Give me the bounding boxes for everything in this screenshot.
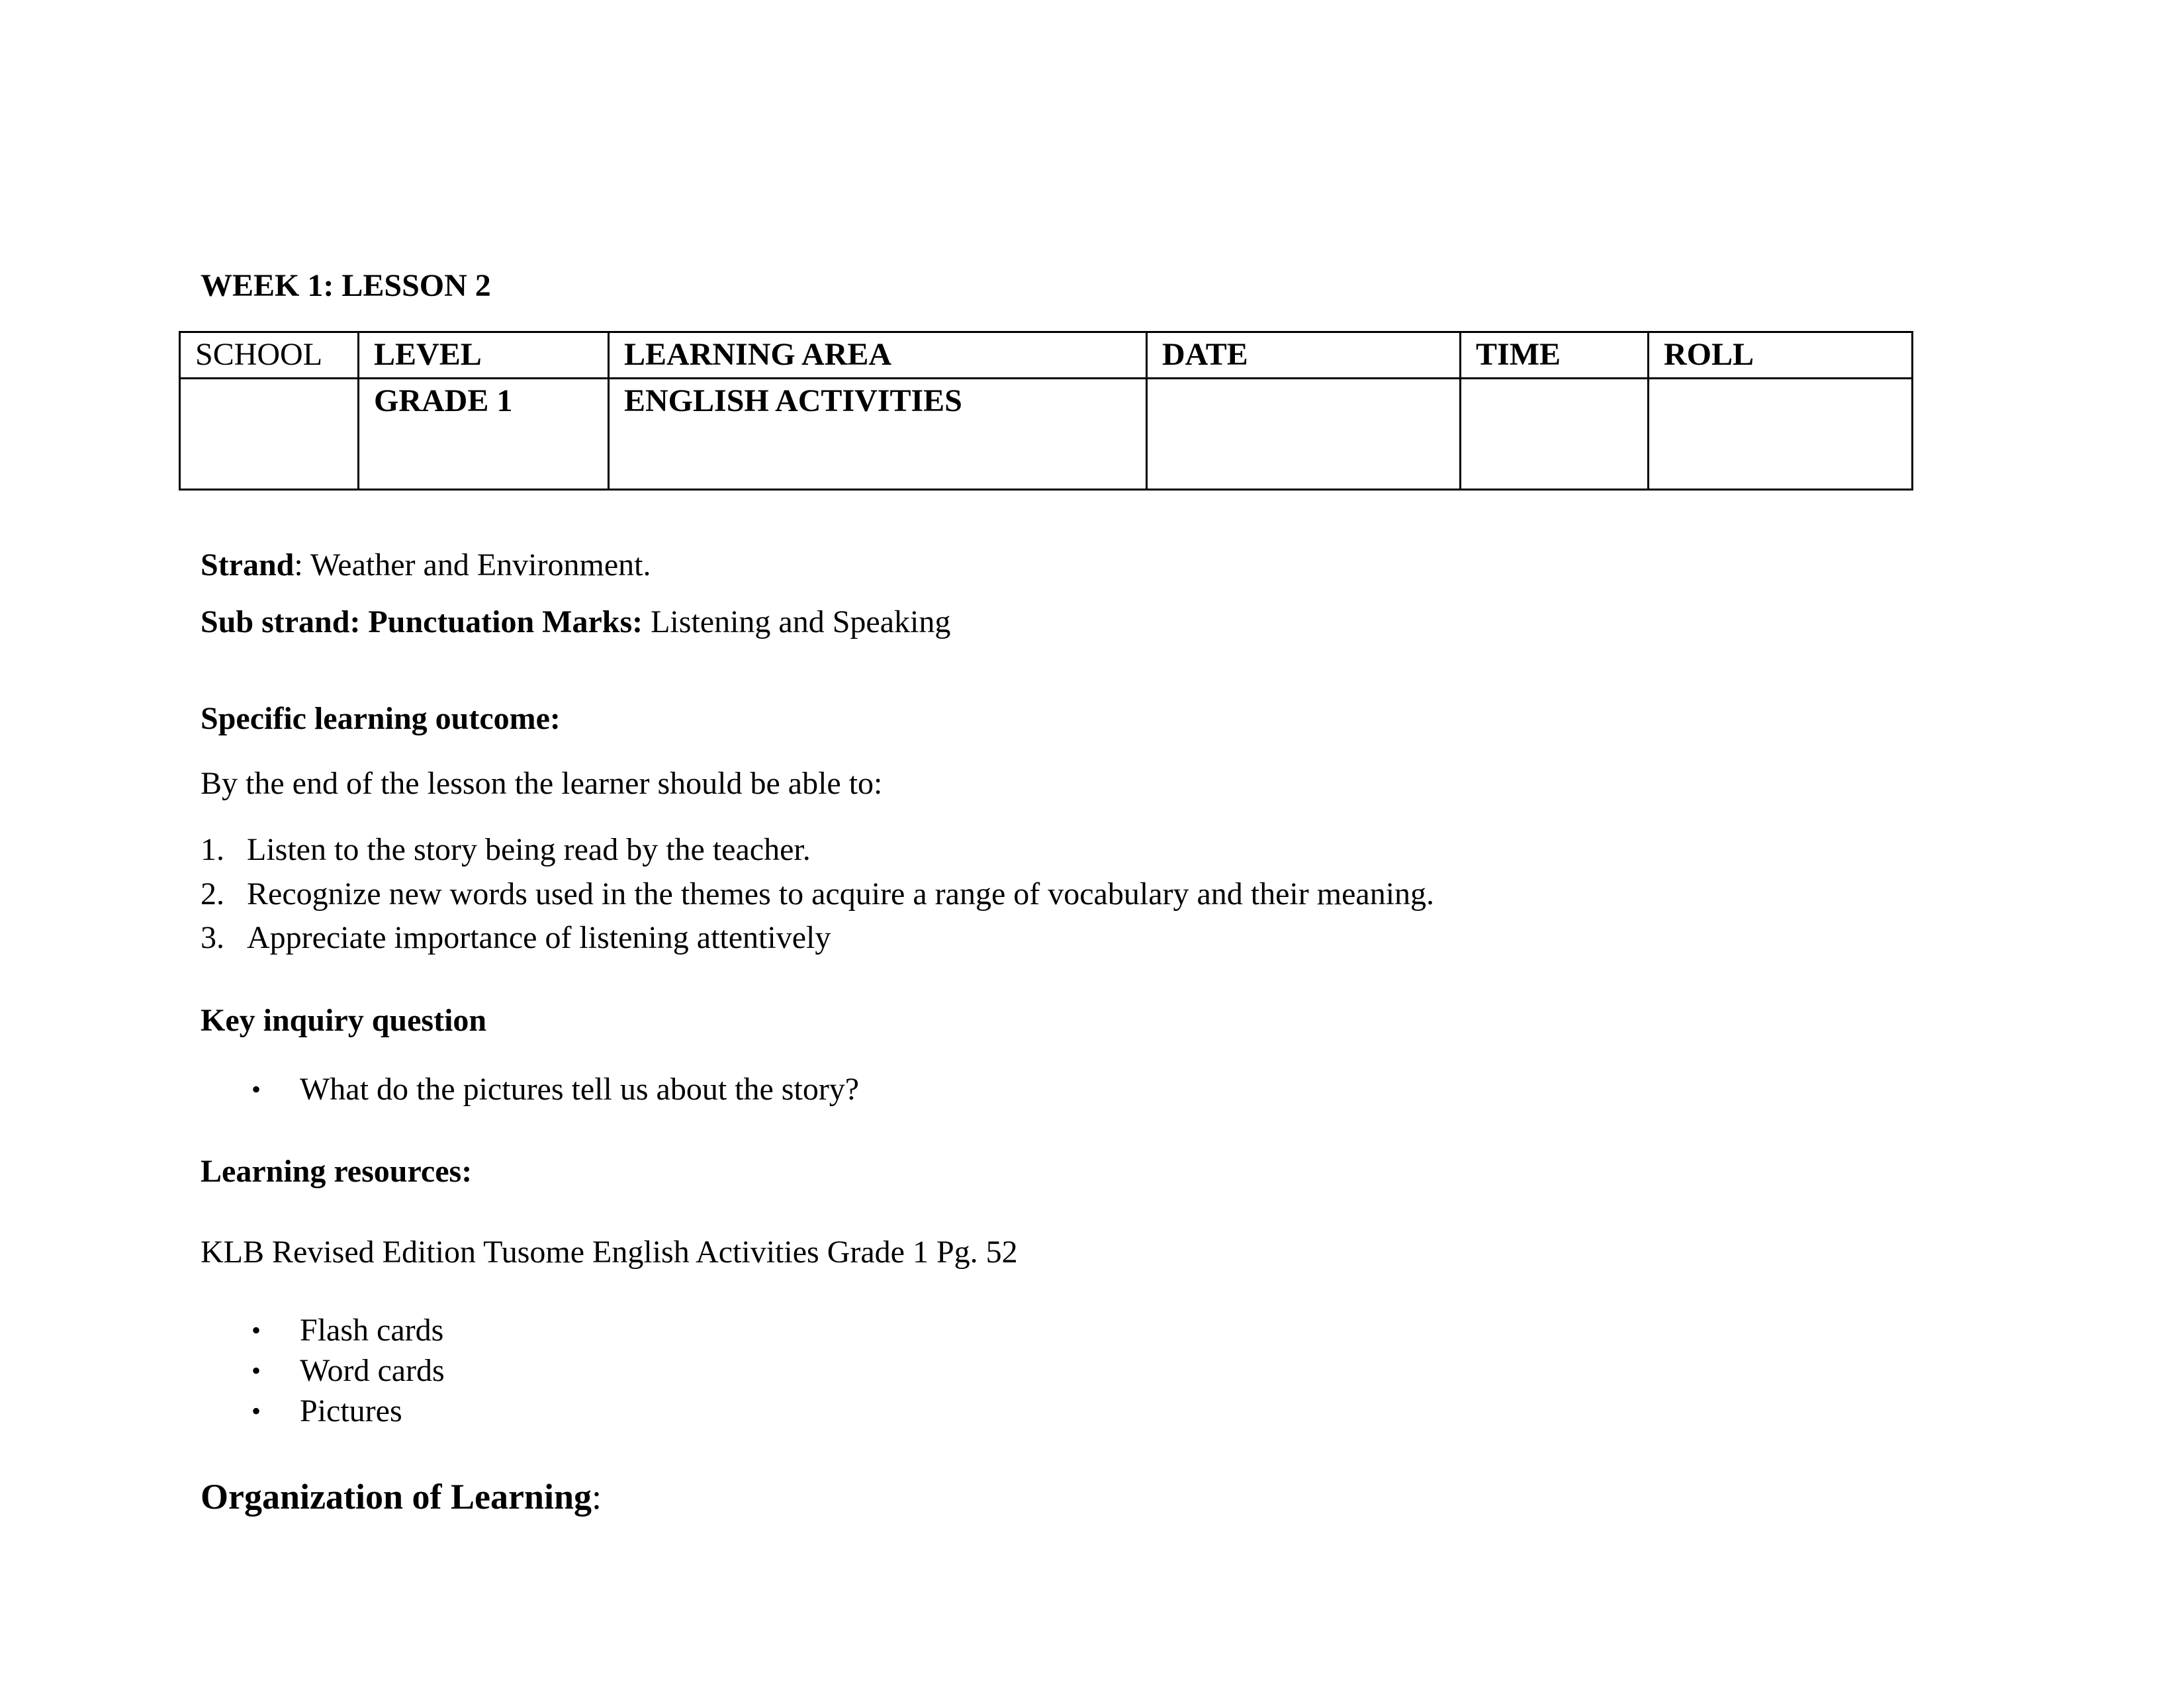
organization-colon: :: [592, 1477, 602, 1517]
resource-item-1: Flash cards: [300, 1313, 444, 1348]
outcome-item-3: Appreciate importance of listening attentively: [247, 920, 831, 955]
header-level: LEVEL: [359, 332, 609, 379]
resources-source: KLB Revised Edition Tusome English Activities Grade 1 Pg. 52: [201, 1235, 1018, 1270]
lesson-title: WEEK 1: LESSON 2: [201, 268, 491, 303]
outcome-number-1: 1.: [201, 832, 224, 867]
strand-value: : Weather and Environment.: [294, 547, 651, 583]
outcome-item-2: Recognize new words used in the themes to acquire a range of vocabulary and their meaning.: [247, 876, 1435, 912]
value-school: [180, 379, 359, 490]
sub-strand-label: Sub strand: Punctuation Marks:: [201, 604, 643, 639]
bullet-icon: •: [251, 1396, 261, 1426]
value-roll: [1649, 379, 1913, 490]
outcome-item-1: Listen to the story being read by the teacher.: [247, 832, 811, 867]
lesson-info-table: [179, 331, 1913, 491]
resource-item-3: Pictures: [300, 1393, 402, 1429]
inquiry-heading: Key inquiry question: [201, 1003, 487, 1038]
sub-strand-value: Listening and Speaking: [643, 604, 951, 639]
outcome-heading: Specific learning outcome:: [201, 701, 561, 736]
bullet-icon: •: [251, 1356, 261, 1385]
value-learning-area: ENGLISH ACTIVITIES: [609, 379, 1147, 490]
inquiry-item-1: What do the pictures tell us about the story?: [300, 1072, 860, 1107]
resource-item-2: Word cards: [300, 1353, 445, 1388]
outcome-intro: By the end of the lesson the learner should be able to:: [201, 766, 883, 801]
value-time: [1461, 379, 1649, 490]
value-level: GRADE 1: [359, 379, 609, 490]
strand-label: Strand: [201, 547, 295, 583]
bullet-icon: •: [251, 1074, 261, 1104]
organization-line: [201, 1479, 602, 1515]
table-value-row: [180, 379, 1913, 490]
resources-heading: Learning resources:: [201, 1154, 473, 1189]
outcome-number-3: 3.: [201, 920, 224, 955]
header-date: DATE: [1147, 332, 1461, 379]
strand-line: [201, 549, 651, 581]
header-time: TIME: [1461, 332, 1649, 379]
organization-heading: Organization of Learning: [201, 1477, 592, 1517]
outcome-number-2: 2.: [201, 876, 224, 912]
sub-strand-line: [201, 606, 950, 638]
header-learning-area: LEARNING AREA: [609, 332, 1147, 379]
bullet-icon: •: [251, 1315, 261, 1345]
header-roll: ROLL: [1649, 332, 1913, 379]
table-header-row: [180, 332, 1913, 379]
value-date: [1147, 379, 1461, 490]
header-school: SCHOOL: [180, 332, 359, 379]
